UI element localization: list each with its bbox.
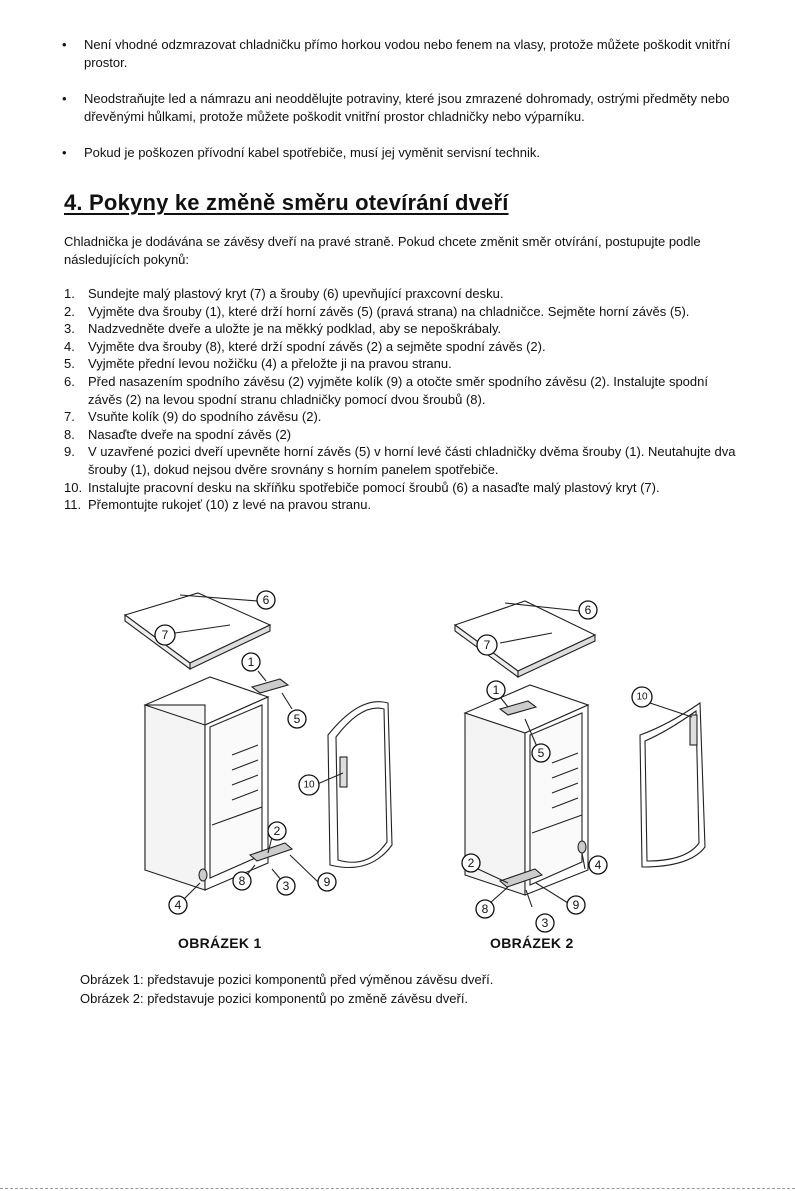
callout-4 (169, 896, 187, 914)
callout-1 (242, 653, 260, 671)
step-text: Instalujte pracovní desku na skříňku spotřebiče pomocí šroubů (6) a nasaďte malý plastový kryt (7). (88, 479, 660, 495)
callout-label: 7 (161, 628, 169, 642)
step-text: Nadzvedněte dveře a uložte je na měkký podklad, aby se nepoškrábaly. (88, 321, 502, 337)
figure-captions (80, 970, 493, 1008)
figure-1-label: OBRÁZEK 1 (178, 935, 262, 951)
figure-2-label: OBRÁZEK 2 (490, 935, 574, 951)
callout-3 (536, 914, 554, 932)
callout-label: 3 (282, 879, 290, 893)
callout-5 (288, 710, 306, 728)
step-number: 7. (64, 409, 75, 425)
step-text: Nasaďte dveře na spodní závěs (2) (88, 426, 292, 442)
warning-bullet-list (62, 36, 742, 180)
page-bottom-rule (0, 1188, 795, 1189)
callout-label: 5 (293, 712, 301, 726)
step-item (64, 373, 744, 408)
step-number: 10. (64, 479, 83, 495)
caption-line: Obrázek 2: představuje pozici komponentů po změně závěsu dveří. (80, 991, 469, 1006)
callout-label: 2 (467, 856, 475, 870)
callout-9 (567, 896, 585, 914)
callout-6 (579, 601, 597, 619)
callout-label: 6 (262, 593, 270, 607)
callout-1 (487, 681, 505, 699)
step-number: 2. (64, 303, 75, 319)
section-intro: Chladnička je dodávána se závěsy dveří na pravé straně. Pokud chcete změnit směr otvírání, postupujte podle následujících pokynů: (64, 234, 701, 267)
callout-label: 4 (174, 898, 182, 912)
step-number: 8. (64, 426, 75, 442)
step-text: Sundejte malý plastový kryt (7) a šrouby (6) upevňující praxcovní desku. (88, 286, 504, 301)
step-number: 6. (64, 373, 75, 389)
callout-label: 5 (537, 746, 545, 760)
callout-6 (257, 591, 275, 609)
callout-2 (268, 822, 286, 840)
callout-10 (299, 775, 319, 795)
door-reversal-figures (0, 585, 795, 955)
step-item (64, 408, 744, 426)
callout-10 (632, 687, 652, 707)
callout-label: 6 (584, 603, 592, 617)
step-item (64, 355, 744, 373)
callout-label: 10 (636, 691, 648, 703)
callout-label: 1 (247, 655, 255, 669)
step-item (64, 443, 744, 478)
step-item (64, 338, 744, 356)
bullet-item: • Pokud je poškozen přívodní kabel spotřebiče, musí jej vyměnit servisní technik. (62, 144, 742, 162)
callout-label: 8 (238, 874, 246, 888)
callout-8 (476, 900, 494, 918)
step-number: 1. (64, 286, 75, 301)
callout-9 (318, 873, 336, 891)
step-text: Přemontujte rukojeť (10) z levé na pravou stranu. (88, 497, 372, 513)
callout-8 (233, 872, 251, 890)
step-text: Vyjměte dva šrouby (8), které drží spodní závěs (2) a sejměte spodní závěs (2). (88, 338, 546, 354)
step-number: 3. (64, 321, 75, 337)
callout-label: 9 (323, 875, 331, 889)
step-item (64, 285, 744, 303)
bullet-item: • Neodstraňujte led a námrazu ani neoddělujte potraviny, které jsou zmrazené dohromady, ostrými předměty nebo dřevěnými hůlkami, protože můžete poškodit vnitřní prostor chladničky nebo výparníku. (62, 90, 742, 126)
step-item (64, 320, 744, 338)
step-number: 5. (64, 356, 75, 372)
callout-label: 3 (541, 916, 549, 930)
callout-7 (155, 625, 175, 645)
step-text: Vyjměte přední levou nožičku (4) a přeložte ji na pravou stranu. (88, 356, 452, 372)
callout-label: 1 (492, 683, 500, 697)
callout-5 (532, 744, 550, 762)
step-item (64, 496, 744, 514)
callout-3 (277, 877, 295, 895)
bullet-item: • Není vhodné odzmrazovat chladničku přímo horkou vodou nebo fenem na vlasy, protože můžete poškodit vnitřní prostor. (62, 36, 742, 72)
callout-label: 10 (303, 779, 315, 791)
step-item (64, 479, 744, 497)
step-number: 11. (64, 497, 82, 513)
step-text: Vyjměte dva šrouby (1), které drží horní závěs (5) (pravá strana) na chladničce. Sejměte horní závěs (5). (88, 303, 690, 319)
callout-label: 7 (483, 638, 491, 652)
step-number: 9. (64, 444, 75, 460)
step-item (64, 426, 744, 444)
step-number: 4. (64, 338, 75, 354)
step-text: Vsuňte kolík (9) do spodního závěsu (2). (88, 409, 322, 425)
section-heading: 4. Pokyny ke změně směru otevírání dveří (64, 190, 509, 215)
callout-2 (462, 854, 480, 872)
callout-label: 4 (594, 858, 602, 872)
instruction-steps (64, 285, 744, 514)
callout-7 (477, 635, 497, 655)
caption-line: Obrázek 1: představuje pozici komponentů před výměnou závěsu dveří. (80, 972, 494, 987)
callout-4 (589, 856, 607, 874)
callout-label: 2 (273, 824, 281, 838)
callout-label: 8 (481, 902, 489, 916)
step-item (64, 303, 744, 321)
callout-label: 9 (572, 898, 580, 912)
step-text: Před nasazením spodního závěsu (2) vyjměte kolík (9) a otočte směr spodního závěsu (2). Instalujte spodní závěs (2) na levou spodní stranu chladničky pomocí dvou šroubů (8). (88, 373, 708, 407)
step-text: V uzavřené pozici dveří upevněte horní závěs (5) v horní levé části chladničky dvěma šrouby (1). Neutahujte dva šrouby (1), dokud nejsou dvěre srovnány s horním panelem spotřebiče. (88, 444, 736, 477)
